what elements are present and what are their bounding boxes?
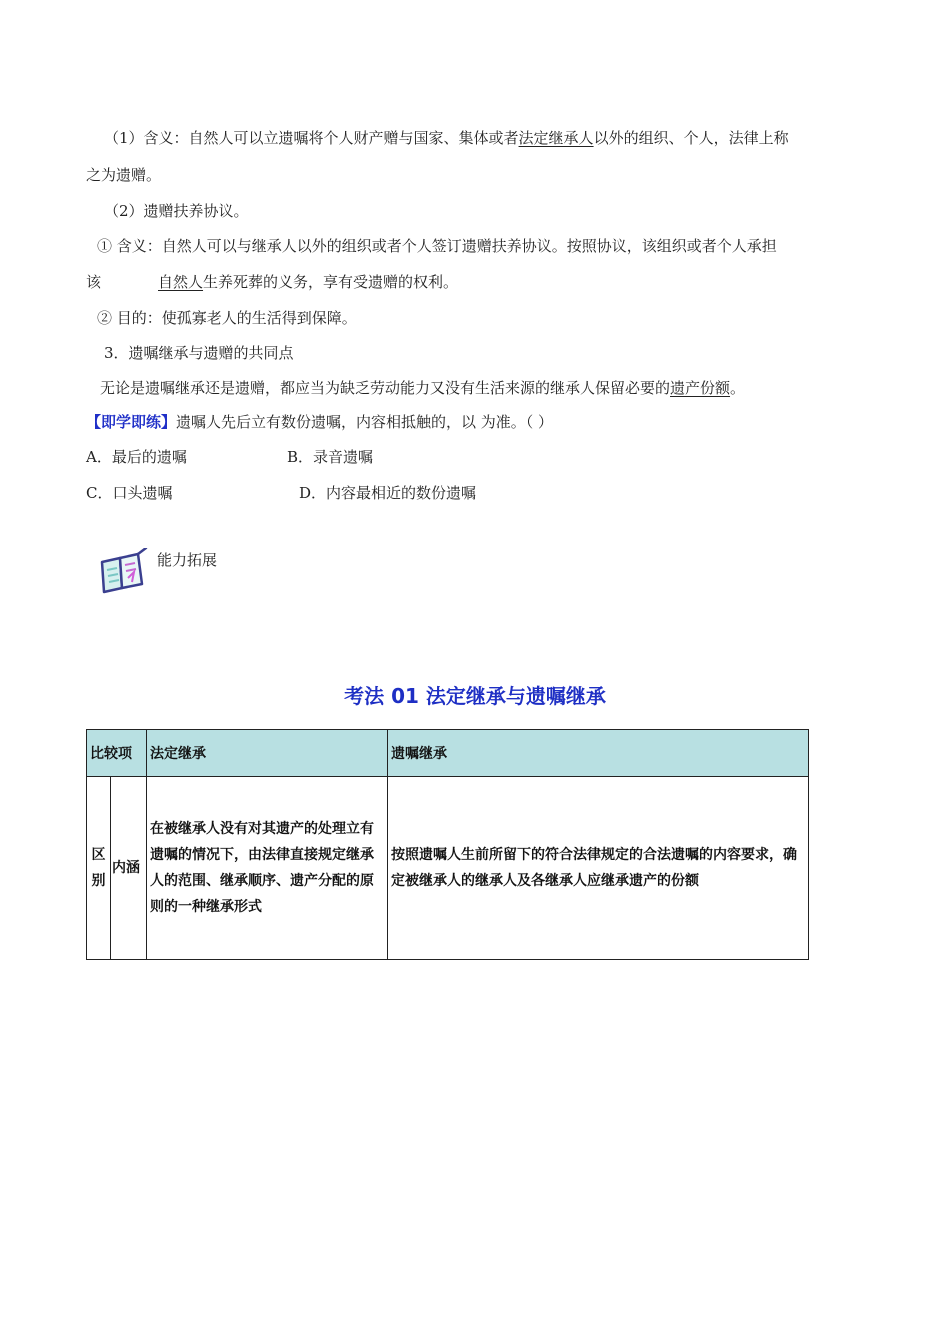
header-compare-item: 比较项 (87, 730, 147, 777)
practice-tag: 【即学即练】 (86, 413, 177, 431)
paragraph-agreement-purpose: ② 目的：使孤寡老人的生活得到保障。 (97, 309, 357, 327)
table-header-row (87, 730, 809, 777)
row-group-text: 区 别 (91, 847, 106, 889)
paragraph-agreement-meaning: ① 含义：自然人可以与继承人以外的组织或者个人签订遗赠扶养协议。按照协议，该组织或者个人承担 (97, 237, 777, 255)
row-item-label: 内涵 (111, 777, 147, 960)
paragraph-bequest-meaning-cont: 之为遗赠。 (86, 166, 162, 184)
row-group-label (87, 777, 111, 960)
option-d: D．内容最相近的数份遗嘱 (299, 484, 477, 502)
paragraph-support-agreement: （2）遗赠扶养协议。 (104, 202, 249, 220)
paragraph-commonality: 无论是遗嘱继承还是遗赠，都应当为缺乏劳动能力又没有生活来源的继承人保留必要的遗产份额。 (100, 379, 746, 397)
header-statutory: 法定继承 (147, 730, 388, 777)
practice-question: 【即学即练】遗嘱人先后立有数份遗嘱，内容相抵触的，以 为准。（ ） (86, 413, 554, 431)
comparison-table (86, 729, 809, 960)
paragraph-bequest-meaning: （1）含义：自然人可以立遗嘱将个人财产赠与国家、集体或者法定继承人以外的组织、个人，法律上称 (104, 129, 789, 147)
section-title: 考法 01 法定继承与遗嘱继承 (344, 684, 606, 708)
ability-label: 能力拓展 (157, 551, 218, 569)
notebook-icon (98, 548, 148, 594)
underlined-term: 自然人 (158, 273, 204, 291)
table-row (87, 777, 809, 960)
underlined-term: 法定继承人 (518, 129, 594, 147)
cell-testamentary: 按照遗嘱人生前所留下的符合法律规定的合法遗嘱的内容要求，确定被继承人的继承人及各继承人应继承遗产的份额 (388, 777, 809, 960)
paragraph-agreement-meaning-cont: 该 自然人生养死葬的义务，享有受遗赠的权利。 (86, 273, 459, 291)
option-a: A．最后的遗嘱 (86, 448, 187, 466)
option-b: B．录音遗嘱 (287, 448, 374, 466)
cell-statutory: 在被继承人没有对其遗产的处理立有遗嘱的情况下，由法律直接规定继承人的范围、继承顺序、遗产分配的原则的一种继承形式 (147, 777, 388, 960)
option-c: C．口头遗嘱 (86, 484, 173, 502)
paragraph-heading-commonality: 3．遗嘱继承与遗赠的共同点 (104, 344, 294, 362)
header-testamentary: 遗嘱继承 (388, 730, 809, 777)
underlined-term: 遗产份额 (670, 379, 731, 397)
